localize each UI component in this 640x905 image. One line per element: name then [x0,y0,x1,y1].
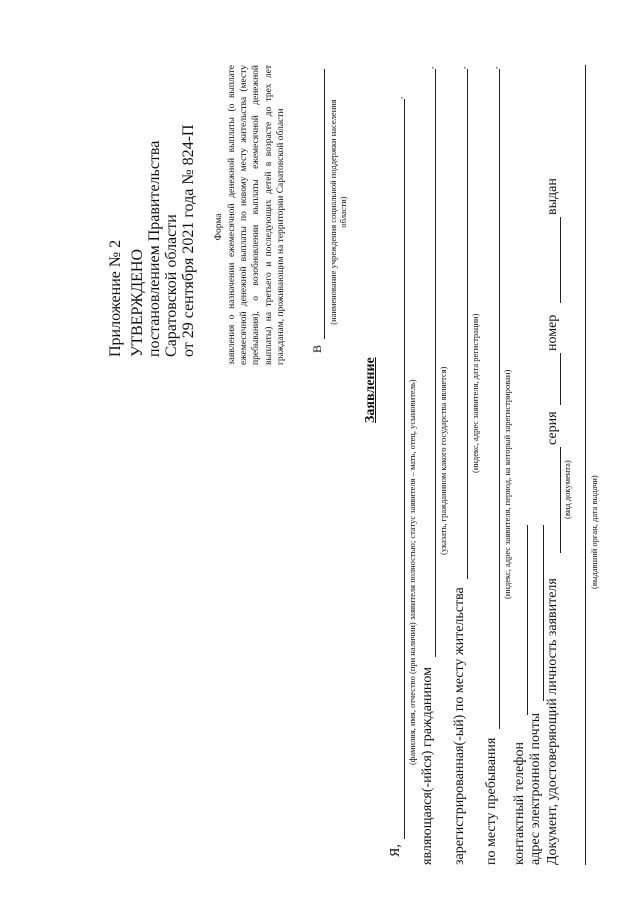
recipient-prefix: В [310,344,324,353]
comma-mark: , [425,66,435,69]
stay-address-line[interactable] [499,69,500,729]
comma-mark: , [489,66,499,69]
citizen-label: являющаяся(-ийся) гражданином [420,667,435,865]
registered-hint: (индекс, адрес заявителя, дата регистрации) [470,313,480,473]
approved-line-3: от 29 сентября 2021 года № 824-П [180,124,197,357]
issued-label: выдан [545,178,560,215]
citizenship-line[interactable] [435,69,436,657]
series-label: серия [545,411,560,445]
document-type-line[interactable] [560,447,561,553]
statement-title: Заявление [363,357,378,423]
approved-line-1: постановлением Правительства [146,140,163,357]
number-line[interactable] [560,217,561,303]
email-line[interactable] [543,525,544,701]
applicant-name-line[interactable] [404,99,405,839]
number-label: номер [545,314,560,351]
document-label: Документ, удостоверяющий личность заявителя [545,578,560,865]
series-line[interactable] [560,353,561,405]
forma-heading: Форма [214,213,224,241]
comma-mark: , [394,96,404,99]
phone-label: контактный телефон [512,742,527,865]
registration-address-line[interactable] [467,69,468,579]
registered-label: зарегистрированная(-ый) по месту жительства [452,587,467,865]
stay-label: по месту пребывания [484,737,499,865]
stay-hint: (индекс, адрес заявителя, период, на который зарегистрирован) [502,369,512,599]
approved-label: УТВЕРЖДЕНО [129,248,146,357]
issuer-hint: (выдавший орган, дата выдачи) [589,475,599,589]
forma-description: заявления о назначении ежемесячной денежной выплаты (о выплате ежемесячной денежной выплаты по новому месту жительства (месту пребывания), о возобновлении выплаты ежемесячной денежной выплаты) на третьего и последующих детей в возрасте до трех лет гражданам, проживающим на территории Саратовской области [227,65,286,365]
ya-label: Я, [388,844,403,857]
appendix-number: Приложение № 2 [107,239,124,357]
approved-line-2: Саратовской области [163,214,180,357]
recipient-input-line[interactable] [324,69,325,339]
ya-hint: (фамилия, имя, отчество (при наличии) заявителя полностью; статус заявителя – мать, отец, усыновитель) [407,379,417,765]
comma-mark: , [457,66,467,69]
issuer-line[interactable] [585,65,586,865]
recipient-hint: (наименование учреждения социальной поддержки населения области) [328,99,348,325]
document-hint: (вид документа) [562,460,572,519]
phone-line[interactable] [527,525,528,715]
email-label: адрес электронной почты [528,712,543,865]
citizen-hint: (указать, гражданином какого государства является) [438,366,448,555]
